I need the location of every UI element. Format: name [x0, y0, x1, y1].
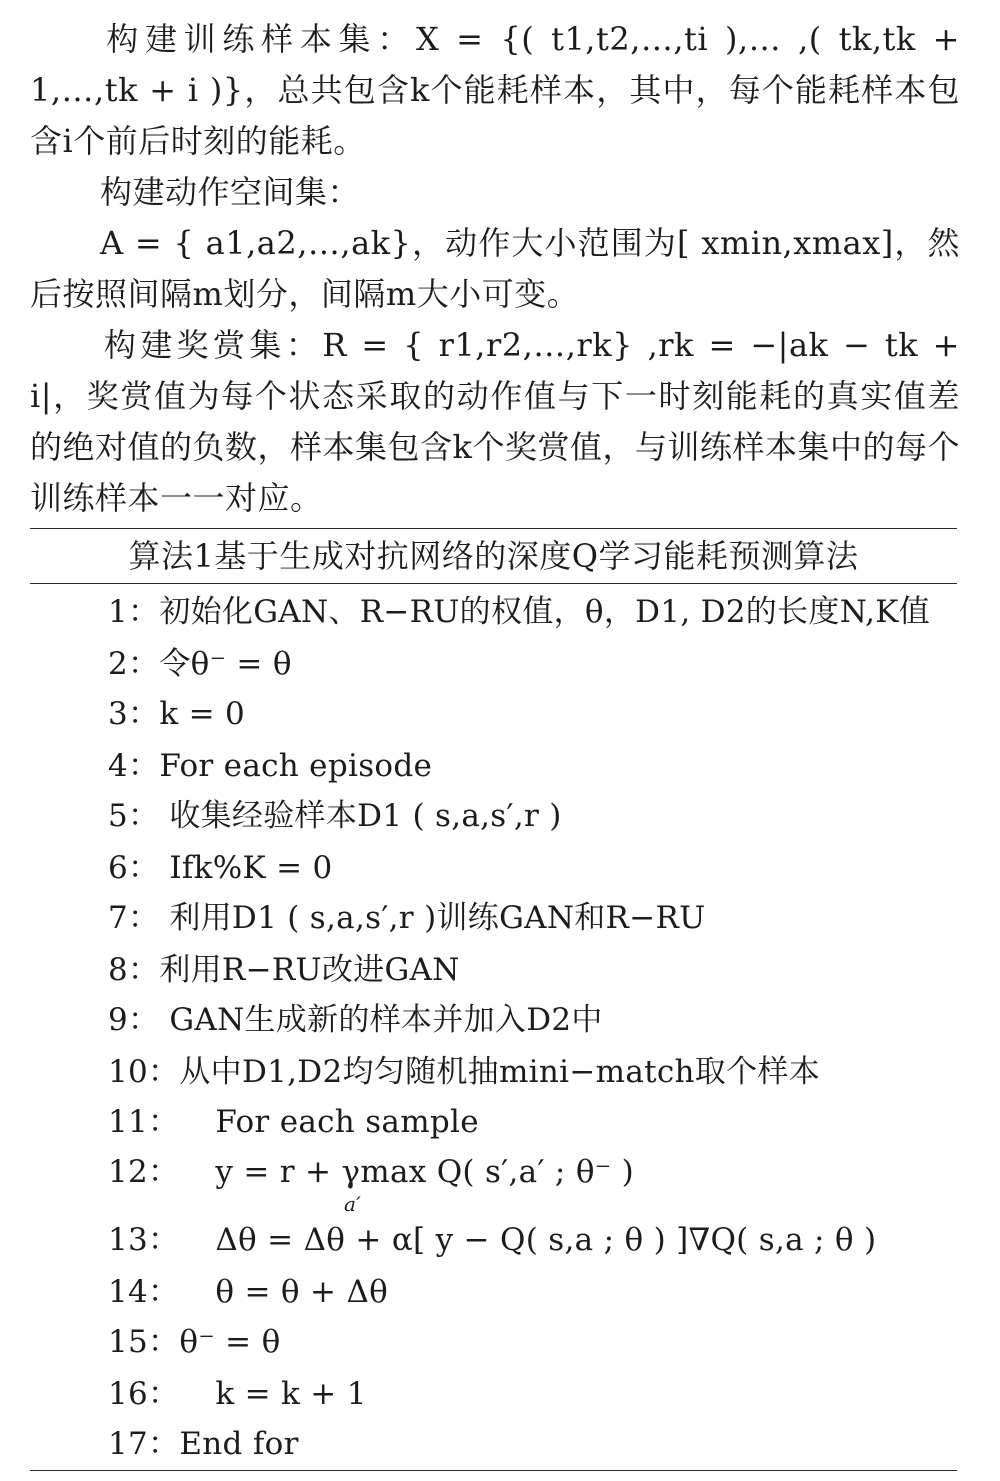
line-number: 12：	[108, 1154, 180, 1190]
algorithm-line	[108, 848, 333, 888]
line-number: 17：	[108, 1426, 180, 1462]
line-text: For each sample	[215, 1104, 479, 1140]
algorithm-line	[108, 1374, 367, 1414]
line-number: 13：	[108, 1222, 180, 1258]
paragraph-training-set	[30, 14, 960, 167]
line-text: GAN生成新的样本并加入D2中	[169, 1002, 603, 1038]
algorithm-line	[108, 1052, 820, 1092]
max-subscript: a′	[344, 1192, 362, 1216]
algorithm-line	[108, 1102, 479, 1142]
algorithm-top-rule	[30, 528, 957, 529]
algorithm-line	[108, 950, 460, 990]
algorithm-line	[108, 1272, 388, 1312]
algorithm-line	[108, 644, 292, 684]
line-text: End for	[179, 1426, 299, 1462]
paragraph-text: A = { a1,a2,…,ak}，动作大小范围为[ xmin,xmax]，然后按照间隔m划分，间隔m大小可变。	[30, 224, 960, 313]
algorithm-bottom-rule	[30, 1470, 957, 1471]
line-text: 利用D1 ( s,a,s′,r )训练GAN和R−RU	[169, 900, 706, 936]
line-number: 1：	[108, 594, 160, 630]
algorithm-line	[108, 1322, 281, 1362]
line-number: 3：	[108, 696, 160, 732]
algorithm-line	[108, 1424, 299, 1464]
line-number: 8：	[108, 952, 160, 988]
paragraph-action-space	[30, 218, 960, 320]
algorithm-line	[108, 1000, 603, 1040]
line-number: 7：	[108, 900, 160, 936]
algorithm-line	[108, 746, 432, 786]
algorithm-line	[108, 694, 245, 734]
algorithm-line	[108, 592, 930, 632]
line-text: 利用R−RU改进GAN	[159, 952, 460, 988]
line-text: k = 0	[159, 696, 246, 732]
line-number: 11：	[108, 1104, 180, 1140]
line-text: k = k + 1	[215, 1376, 367, 1412]
line-text: y = r + γmax Q( s′,a′ ; θ⁻ )	[215, 1154, 635, 1190]
line-number: 6：	[108, 850, 160, 886]
line-text: 收集经验样本D1 ( s,a,s′,r )	[169, 798, 562, 834]
line-number: 4：	[108, 748, 160, 784]
paragraph-text: 构建训练样本集：X = {( t1,t2,…,ti ),… ,( tk,tk + 1,…,tk + i )}，总共包含k个能耗样本，其中，每个能耗样本包含i个前后时刻的能耗。	[30, 20, 960, 160]
line-text: θ⁻ = θ	[179, 1324, 281, 1360]
line-number: 9：	[108, 1002, 160, 1038]
paragraph-text: 构建奖赏集：R = { r1,r2,…,rk} ,rk = −|ak − tk + i|，奖赏值为每个状态采取的动作值与下一时刻能耗的真实值差的绝对值的负数，样本集包含k个奖赏值，与训练样本集中的每个训练样本一一对应。	[30, 326, 960, 517]
line-number: 16：	[108, 1376, 180, 1412]
algorithm-line	[108, 1220, 876, 1260]
line-text: 从中D1,D2均匀随机抽mini−match取个样本	[179, 1054, 820, 1090]
line-number: 14：	[108, 1274, 180, 1310]
paragraph-reward-set	[30, 320, 960, 524]
algorithm-line	[108, 796, 562, 836]
line-text: θ = θ + Δθ	[215, 1274, 389, 1310]
line-number: 2：	[108, 646, 160, 682]
algorithm-line	[108, 1152, 634, 1192]
line-text: Ifk%K = 0	[169, 850, 333, 886]
algorithm-header-rule	[30, 583, 957, 584]
line-text: 令θ⁻ = θ	[159, 646, 292, 682]
paragraph-text: 构建动作空间集：	[100, 173, 361, 211]
algorithm-title: 算法1基于生成对抗网络的深度Q学习能耗预测算法	[128, 537, 859, 575]
line-number: 5：	[108, 798, 160, 834]
algorithm-line	[108, 898, 706, 938]
line-text: 初始化GAN、R−RU的权值，θ，D1, D2的长度N,K值	[159, 594, 931, 630]
line-text: Δθ = Δθ + α[ y − Q( s,a ; θ ) ]∇Q( s,a ; θ )	[215, 1222, 877, 1258]
line-text: For each episode	[159, 748, 433, 784]
line-number: 10：	[108, 1054, 180, 1090]
paragraph-action-space-heading	[30, 167, 960, 218]
line-number: 15：	[108, 1324, 180, 1360]
